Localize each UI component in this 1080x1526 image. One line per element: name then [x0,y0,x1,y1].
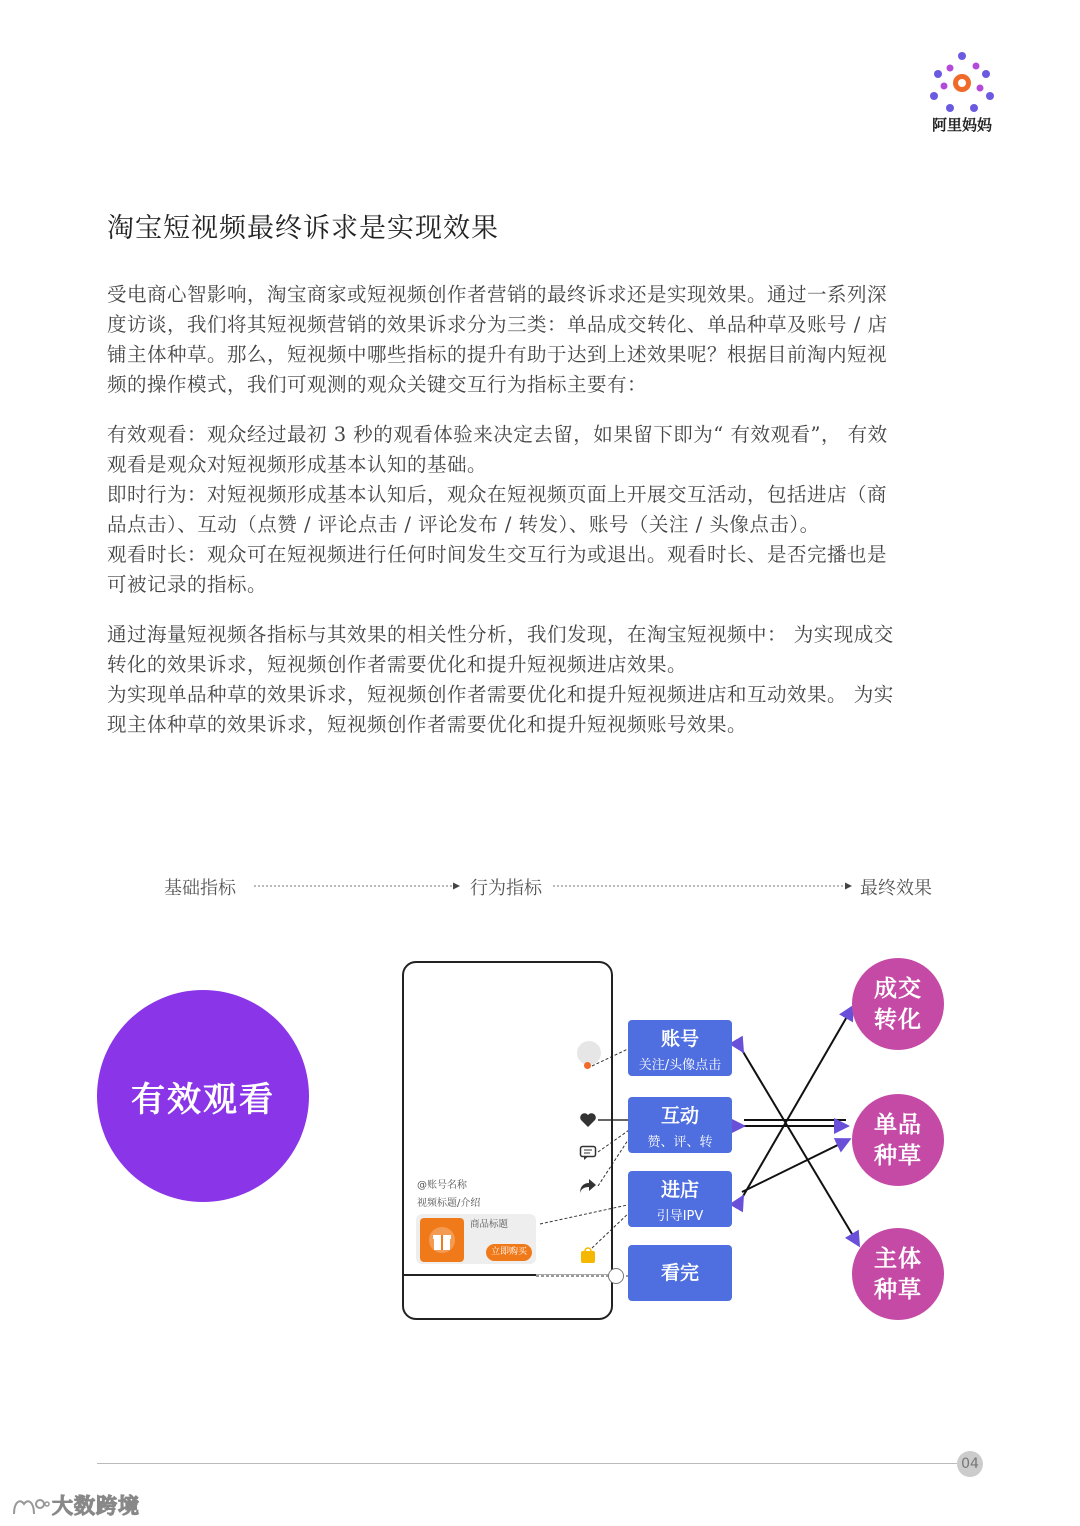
paragraph-line: 转化的效果诉求，短视频创作者需要优化和提升短视频进店效果。 [107,653,688,676]
watermark-text: 大数跨境 [52,1494,140,1518]
behavior-box-interaction [628,1097,732,1153]
progress-bar-remaining [536,1274,611,1275]
logo-text: 阿里妈妈 [931,116,992,134]
behavior-subtitle: 赞、评、转 [647,1135,713,1150]
footer-divider [97,1463,957,1464]
paragraph-line: 频的操作模式，我们可观测的观众关键交互行为指标主要有： [107,373,648,396]
page-number: 04 [957,1451,983,1477]
behavior-subtitle: 引导IPV [656,1209,704,1224]
paragraph-line: 现主体种草的效果诉求，短视频创作者需要优化和提升短视频账号效果。 [107,713,748,736]
step-label-base: 基础指标 [164,878,236,899]
outcome-line: 单品 [874,1111,922,1138]
outcome-conversion [852,958,944,1050]
watermark-logo-icon [10,1494,50,1518]
account-name: @账号名称 [417,1180,467,1191]
outcome-line: 种草 [874,1142,922,1169]
paragraph-line: 为实现单品种草的效果诉求，短视频创作者需要优化和提升短视频进店和互动效果。 为实 [107,683,894,706]
behavior-box-store-visit [628,1171,732,1227]
share-icon[interactable] [579,1178,597,1194]
paragraph-line: 观看是观众对短视频形成基本认知的基础。 [107,453,488,476]
phone-mockup [402,961,613,1320]
behavior-title: 进店 [660,1179,699,1201]
follow-dot-icon[interactable] [584,1062,591,1069]
outcome-line: 转化 [874,1006,922,1033]
outcome-brand-seeding [852,1228,944,1320]
section-title: 淘宝短视频最终诉求是实现效果 [107,213,499,244]
behavior-title: 互动 [660,1105,699,1127]
behavior-box-watch-complete [628,1245,732,1301]
outcome-line: 成交 [874,975,922,1002]
heart-icon[interactable] [579,1112,597,1128]
paragraph-line: 通过海量短视频各指标与其效果的相关性分析，我们发现，在淘宝短视频中： 为实现成交 [107,623,894,646]
paragraph-line: 即时行为：对短视频形成基本认知后，观众在短视频页面上开展交互活动，包括进店（商 [107,483,888,506]
video-title: 视频标题/介绍 [417,1198,481,1209]
paragraph-line: 铺主体种草。那么，短视频中哪些指标的提升有助于达到上述效果呢？根据目前淘内短视 [107,343,888,366]
step-label-outcome: 最终效果 [860,878,932,899]
comment-icon[interactable] [579,1145,597,1161]
gift-icon [428,1226,456,1254]
paragraph-line: 品点击）、互动（点赞 / 评论点击 / 评论发布 / 转发）、账号（关注 / 头像点击）。 [107,513,820,536]
shopping-bag-icon[interactable] [579,1246,597,1264]
behavior-subtitle: 关注/头像点击 [638,1058,722,1073]
behavior-box-account [628,1020,732,1076]
base-metric-circle [97,990,309,1202]
step-label-behavior: 行为指标 [470,878,542,899]
outcome-line: 主体 [874,1245,922,1272]
behavior-title: 看完 [660,1262,699,1284]
outcome-product-seeding [852,1094,944,1186]
paragraph-line: 观看时长：观众可在短视频进行任何时间发生交互行为或退出。观看时长、是否完播也是 [107,543,888,566]
product-title: 商品标题 [470,1219,509,1230]
paragraph-line: 受电商心智影响，淘宝商家或短视频创作者营销的最终诉求还是实现效果。通过一系列深 [107,283,888,306]
buy-now-button[interactable]: 立即购买 [486,1244,532,1261]
paragraph-line: 度访谈，我们将其短视频营销的效果诉求分为三类：单品成交转化、单品种草及账号 / 店 [107,313,888,336]
paragraph-line: 有效观看：观众经过最初 3 秒的观看体验来决定去留，如果留下即为“ 有效观看”， 有效 [107,423,888,446]
behavior-title: 账号 [660,1028,699,1050]
paragraph-line: 可被记录的指标。 [107,573,268,596]
base-metric-label: 有效观看 [131,1079,275,1120]
progress-bar-played [404,1274,536,1276]
outcome-line: 种草 [874,1276,922,1303]
progress-handle[interactable] [608,1268,624,1284]
